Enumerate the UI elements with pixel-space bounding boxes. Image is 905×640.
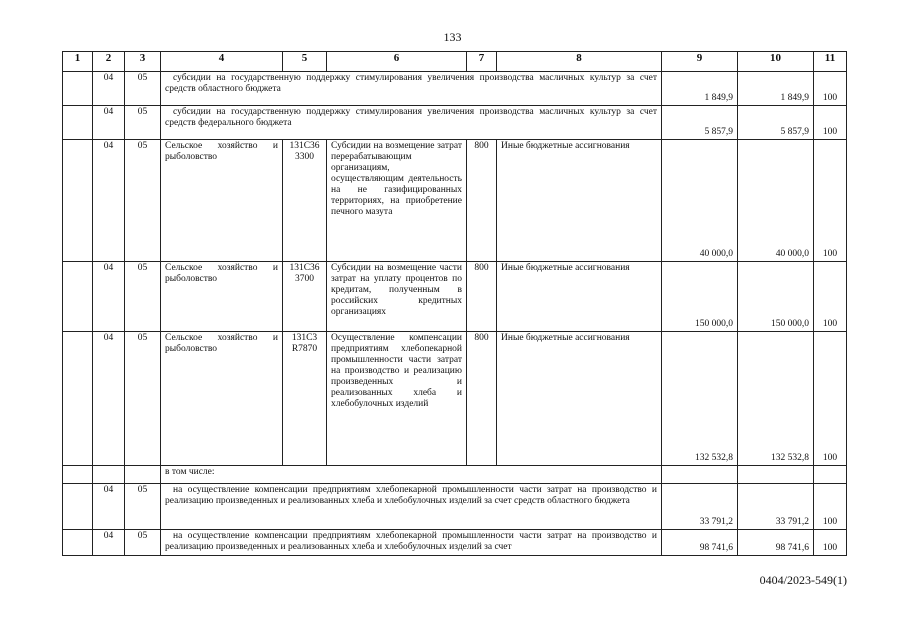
cell [63, 72, 93, 106]
amount-executed: 98 741,6 [738, 530, 814, 556]
amount-planned: 33 791,2 [662, 484, 738, 530]
amount-executed: 40 000,0 [738, 140, 814, 262]
amount-planned: 132 532,8 [662, 332, 738, 466]
section-code: 04 [93, 140, 125, 262]
amount-planned: 5 857,9 [662, 106, 738, 140]
section-code: 04 [93, 106, 125, 140]
row-description-text: на осуществление компенсации предприятиям хлебопекарной промышленности части затрат на производство и реализацию произведенных и реализованных хлеба и хлебобулочных изделий за счет [165, 531, 657, 552]
percent-executed: 100 [814, 140, 847, 262]
section-code: 04 [93, 72, 125, 106]
expense-type-code: 800 [467, 140, 497, 262]
cell [662, 466, 738, 484]
percent-executed: 100 [814, 530, 847, 556]
cell [63, 140, 93, 262]
cell [63, 530, 93, 556]
column-header: 11 [814, 52, 847, 72]
amount-executed: 1 849,9 [738, 72, 814, 106]
table-row [63, 530, 847, 556]
row-description [161, 530, 662, 556]
amount-executed: 33 791,2 [738, 484, 814, 530]
section-name: Сельское хозяйство и рыболовство [161, 140, 283, 262]
column-header: 3 [125, 52, 161, 72]
column-header: 4 [161, 52, 283, 72]
expense-type-code: 800 [467, 332, 497, 466]
table-row [63, 332, 847, 466]
column-header: 9 [662, 52, 738, 72]
cell [738, 466, 814, 484]
budget-table [62, 51, 847, 556]
subsection-code: 05 [125, 332, 161, 466]
table-row [63, 262, 847, 332]
subsection-code: 05 [125, 530, 161, 556]
cell [125, 466, 161, 484]
table-row [63, 484, 847, 530]
column-header: 1 [63, 52, 93, 72]
column-header: 6 [327, 52, 467, 72]
subsection-code: 05 [125, 106, 161, 140]
amount-planned: 1 849,9 [662, 72, 738, 106]
column-header: 8 [497, 52, 662, 72]
row-description: на осуществление компенсации предприятиям хлебопекарной промышленности части затрат на производство и реализацию произведенных и реализованных хлеба и хлебобулочных изделий за счет средств областного бюджета [161, 484, 662, 530]
cell [63, 484, 93, 530]
document-code: 0404/2023-549(1) [759, 573, 847, 587]
expense-description: Субсидии на возмещение части затрат на уплату процентов по кредитам, полученным в российских кредитных организациях [327, 262, 467, 332]
column-header: 2 [93, 52, 125, 72]
section-code: 04 [93, 332, 125, 466]
expense-type-name: Иные бюджетные ассигнования [497, 332, 662, 466]
row-description: субсидии на государственную поддержку стимулирования увеличения производства масличных культур за счет средств областного бюджета [161, 72, 662, 106]
subsection-code: 05 [125, 72, 161, 106]
expense-description: Осуществление компенсации предприятиям хлебопекарной промышленности части затрат на производство и реализацию произведенных и реализованных хлеба и хлебобулочных изделий [327, 332, 467, 466]
subsection-code: 05 [125, 484, 161, 530]
expense-description: Субсидии на возмещение затрат перерабатывающим организациям, осуществляющим деятельность на не газифицированных территориях, на приобретение печного мазута [327, 140, 467, 262]
column-header: 10 [738, 52, 814, 72]
amount-executed: 5 857,9 [738, 106, 814, 140]
section-code: 04 [93, 530, 125, 556]
row-description: субсидии на государственную поддержку стимулирования увеличения производства масличных культур за счет средств федерального бюджета [161, 106, 662, 140]
amount-planned: 150 000,0 [662, 262, 738, 332]
expense-type-name: Иные бюджетные ассигнования [497, 262, 662, 332]
section-name: Сельское хозяйство и рыболовство [161, 262, 283, 332]
subsection-code: 05 [125, 262, 161, 332]
amount-planned: 98 741,6 [662, 530, 738, 556]
column-header: 7 [467, 52, 497, 72]
percent-executed: 100 [814, 106, 847, 140]
section-name: Сельское хозяйство и рыболовство [161, 332, 283, 466]
percent-executed: 100 [814, 72, 847, 106]
expense-type-name: Иные бюджетные ассигнования [497, 140, 662, 262]
column-header: 5 [283, 52, 327, 72]
cell [63, 262, 93, 332]
page-number: 133 [443, 30, 462, 44]
target-article-code: 131С36 3300 [283, 140, 327, 262]
table-row [63, 140, 847, 262]
cell [93, 466, 125, 484]
percent-executed: 100 [814, 332, 847, 466]
amount-executed: 132 532,8 [738, 332, 814, 466]
target-article-code: 131С36 3700 [283, 262, 327, 332]
cell [63, 466, 93, 484]
cell [63, 106, 93, 140]
table-row [63, 466, 847, 484]
column-header-row [63, 52, 847, 72]
percent-executed: 100 [814, 484, 847, 530]
subheading-including: в том числе: [161, 466, 662, 484]
section-code: 04 [93, 484, 125, 530]
table-row [63, 106, 847, 140]
section-code: 04 [93, 262, 125, 332]
amount-planned: 40 000,0 [662, 140, 738, 262]
table-row [63, 72, 847, 106]
cell [814, 466, 847, 484]
target-article-code: 131С3 R7870 [283, 332, 327, 466]
subsection-code: 05 [125, 140, 161, 262]
expense-type-code: 800 [467, 262, 497, 332]
percent-executed: 100 [814, 262, 847, 332]
cell [63, 332, 93, 466]
amount-executed: 150 000,0 [738, 262, 814, 332]
